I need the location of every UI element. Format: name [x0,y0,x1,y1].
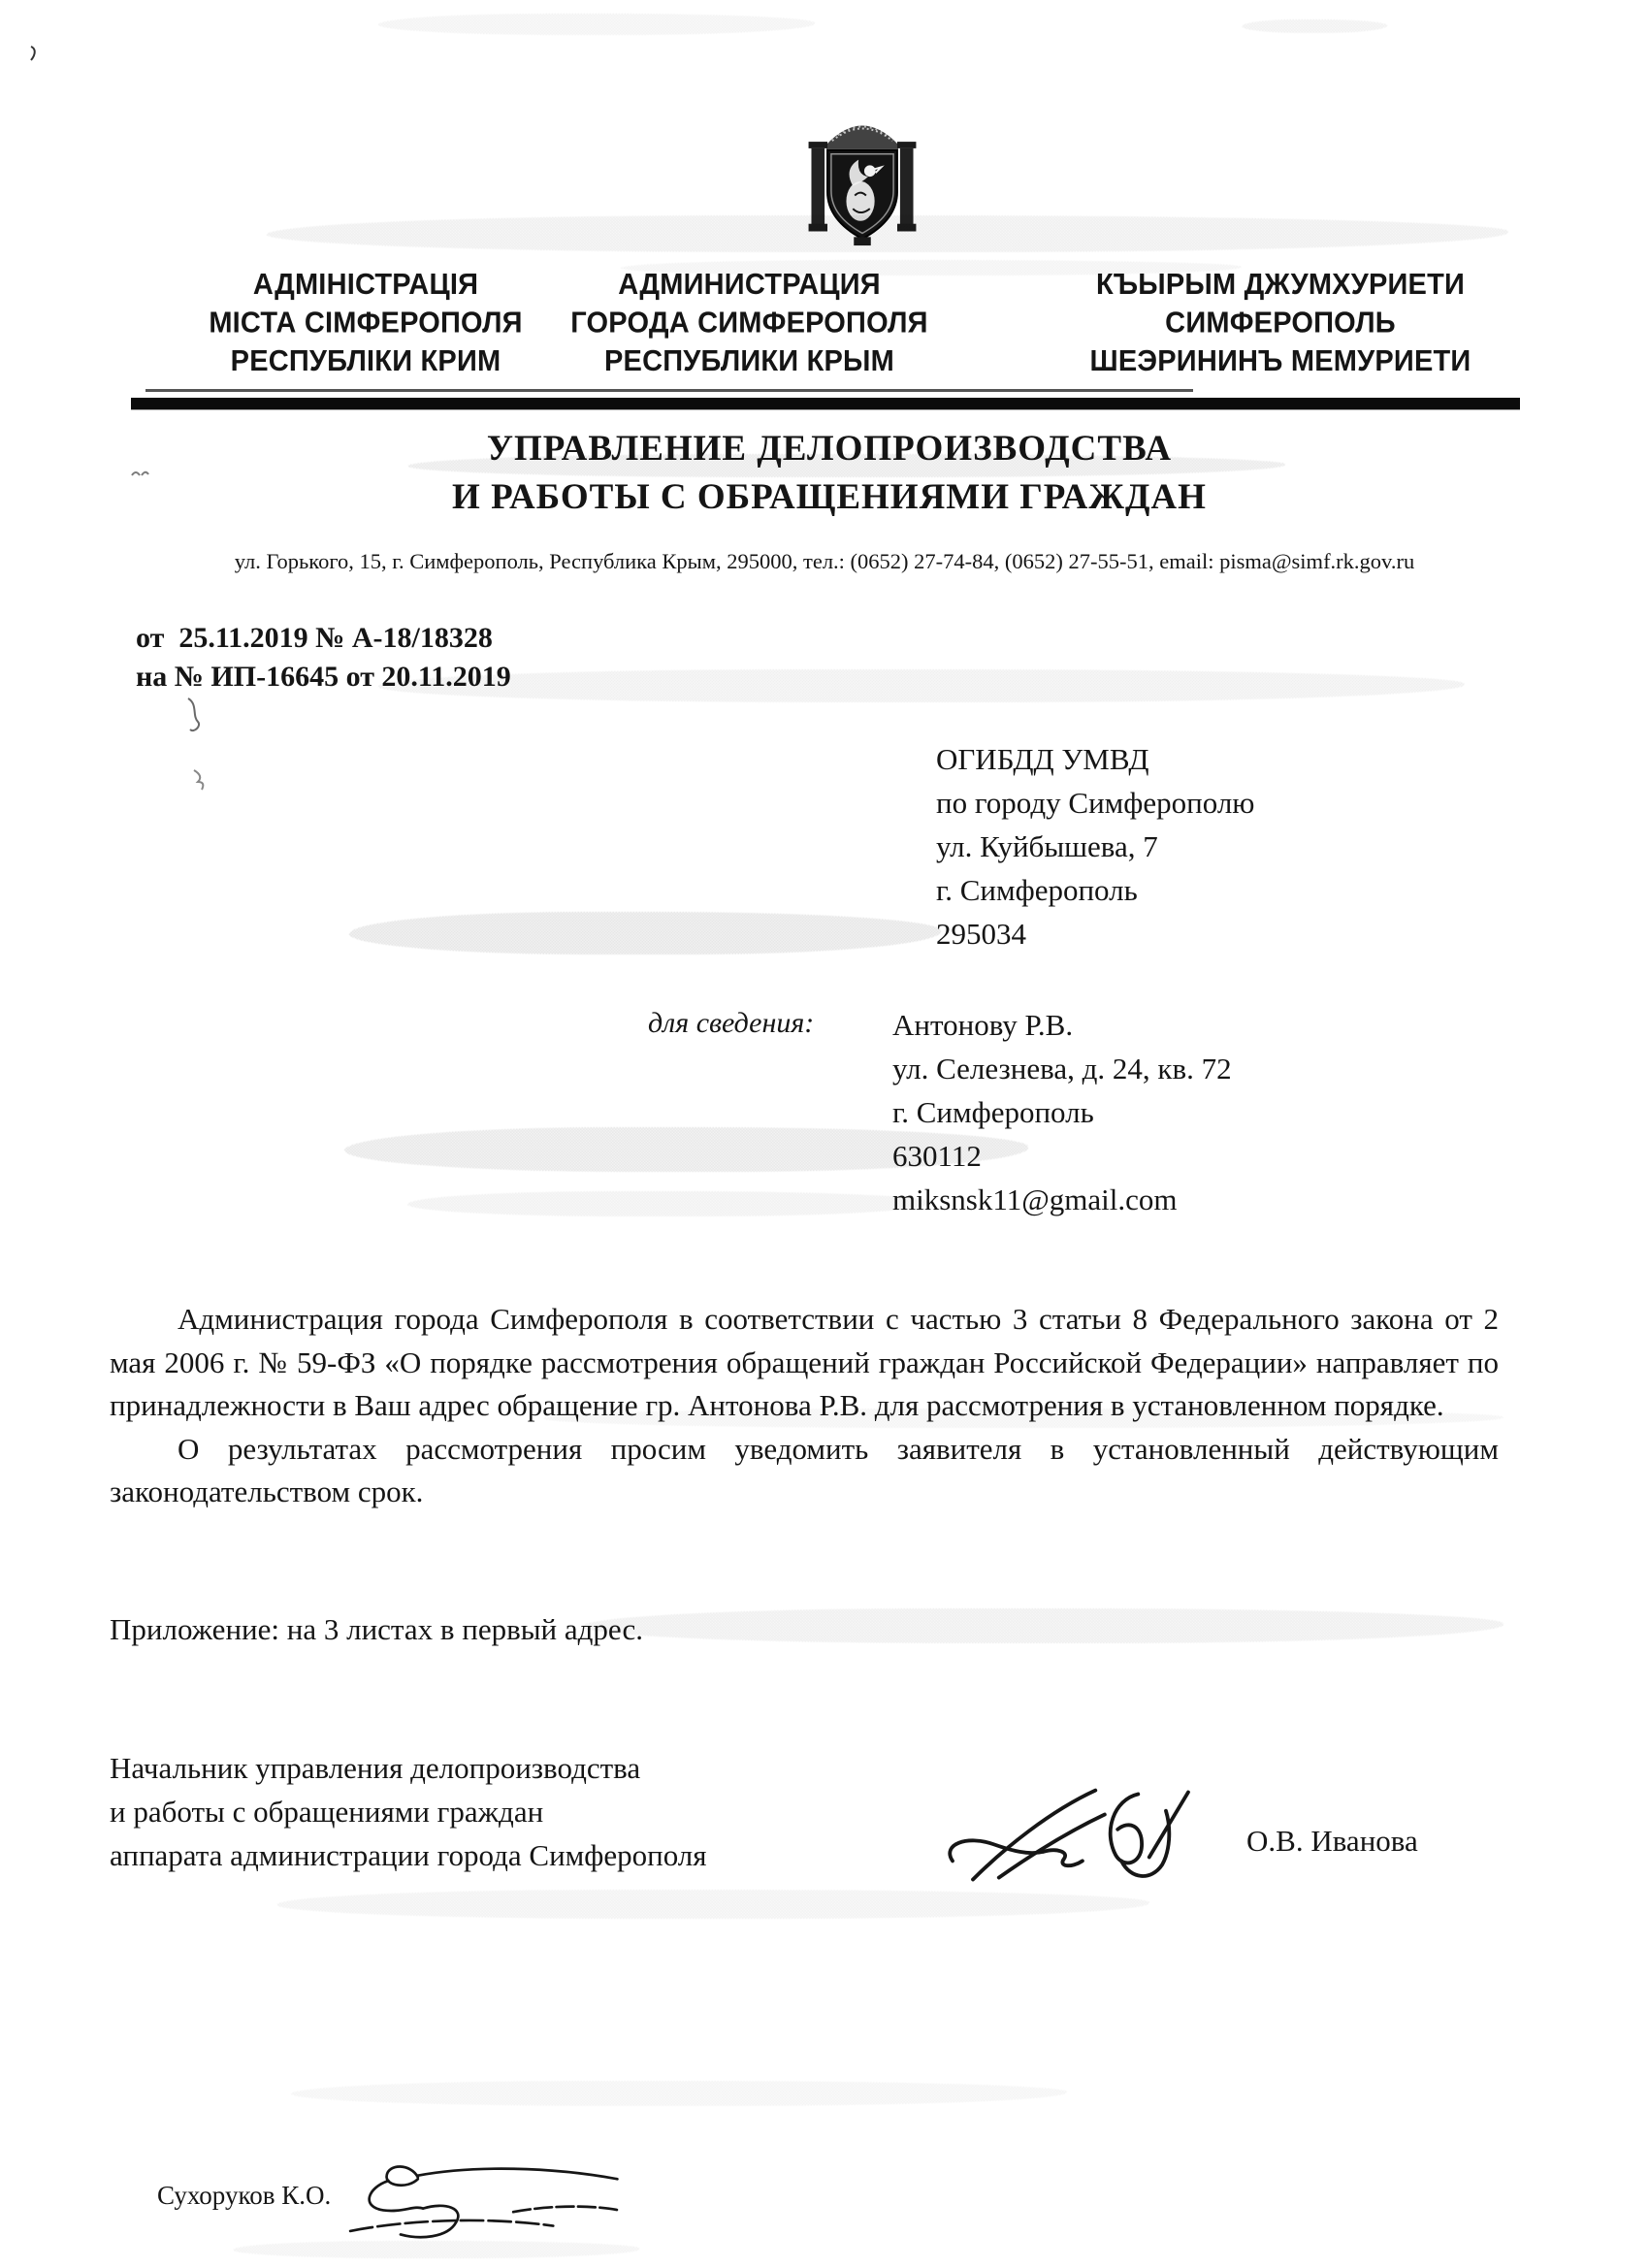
coat-of-arms-emblem [803,111,922,248]
recipient-address-line: ОГИБДД УМВД [936,742,1149,776]
horizontal-rule [131,398,1520,409]
contact-line: ул. Горького, 15, г. Симферополь, Республика Крым, 295000, тел.: (0652) 27-74-84, (0652) 27-55-51, email: pisma@simf.rk.gov.ru [234,549,1415,573]
header-line: СИМФЕРОПОЛЬ [1165,307,1396,340]
info-recipient-address-block [892,1003,1232,1221]
body-paragraph-1: Администрация города Симферополя в соответствии с частью 3 статьи 8 Федерального закона от 2 мая 2006 г. № 59-ФЗ «О порядке рассмотрения обращений граждан Российской Федерации» направляет по принадлежности в Ваш адрес обращение гр. Антонова Р.В. для рассмотрения в установленном порядке. [110,1302,1499,1422]
for-information-label: для сведения: [648,1007,815,1039]
recipient-address-line: ул. Куйбышева, 7 [936,829,1158,863]
scan-smudge [378,669,1465,702]
recipient-address-line: по городу Симферополю [936,786,1255,820]
signature-ivanova [936,1783,1203,1890]
header-line: АДМІНІСТРАЦІЯ [252,268,479,302]
signature-sukhorukov [335,2155,621,2248]
scan-smudge [407,1191,931,1216]
department-title-line: УПРАВЛЕНИЕ ДЕЛОПРОИЗВОДСТВА [486,429,1173,469]
scan-smudge [1242,19,1387,33]
header-column-russian [543,266,955,381]
scan-smudge [349,912,941,955]
scan-smudge [276,1890,1149,1919]
info-address-line: miksnsk11@gmail.com [892,1183,1178,1216]
header-line: РЕСПУБЛИКИ КРЫМ [603,344,895,378]
header-line: ГОРОДА СИМФЕРОПОЛЯ [570,307,928,340]
header-line: ШЕЭРИНИНЪ МЕМУРИЕТИ [1089,344,1471,378]
executor-name: Сухоруков К.О. [157,2181,332,2210]
info-address-line: 630112 [892,1139,982,1173]
ref-outgoing-number: от 25.11.2019 № А-18/18328 [136,622,493,654]
signer-position-line: аппарата администрации города Симферополя [110,1838,707,1872]
recipient-address-line: г. Симферополь [936,873,1138,907]
info-address-line: ул. Селезнева, д. 24, кв. 72 [892,1052,1232,1085]
signer-position-block [110,1746,707,1877]
reference-block [136,619,511,697]
signer-name: О.В. Иванова [1246,1824,1418,1858]
header-line: КЪЫРЫМ ДЖУМХУРИЕТИ [1095,268,1466,302]
signer-position-line: и работы с обращениями граждан [110,1795,544,1829]
scan-artifact [27,45,41,62]
letter-body [110,1298,1499,1514]
header-column-ukrainian [167,266,565,381]
scan-artifact [182,697,208,735]
recipient-address-line: 295034 [936,917,1026,951]
scan-smudge [378,14,815,35]
horizontal-rule-thin [146,389,1193,392]
attachment-line: Приложение: на 3 листах в первый адрес. [110,1612,643,1646]
department-title [136,425,1523,522]
department-title-line: И РАБОТЫ С ОБРАЩЕНИЯМИ ГРАЖДАН [452,477,1207,517]
ref-incoming-number: на № ИП-16645 от 20.11.2019 [136,661,511,693]
signer-position-line: Начальник управления делопроизводства [110,1751,641,1785]
scan-smudge [582,1608,1504,1643]
header-line: МІСТА СІМФЕРОПОЛЯ [209,307,523,340]
header-column-crimean-tatar [1043,266,1518,381]
recipient-address-block [936,737,1254,956]
info-address-line: г. Симферополь [892,1095,1094,1129]
body-paragraph-2: О результатах рассмотрения просим уведомить заявителя в установленный действующим законодательством срок. [110,1431,1499,1508]
scan-smudge [291,2081,1067,2106]
scan-artifact [190,766,211,792]
header-line: РЕСПУБЛІКИ КРИМ [230,344,501,378]
info-address-line: Антонову Р.В. [892,1008,1074,1042]
header-line: АДМИНИСТРАЦИЯ [618,268,881,302]
